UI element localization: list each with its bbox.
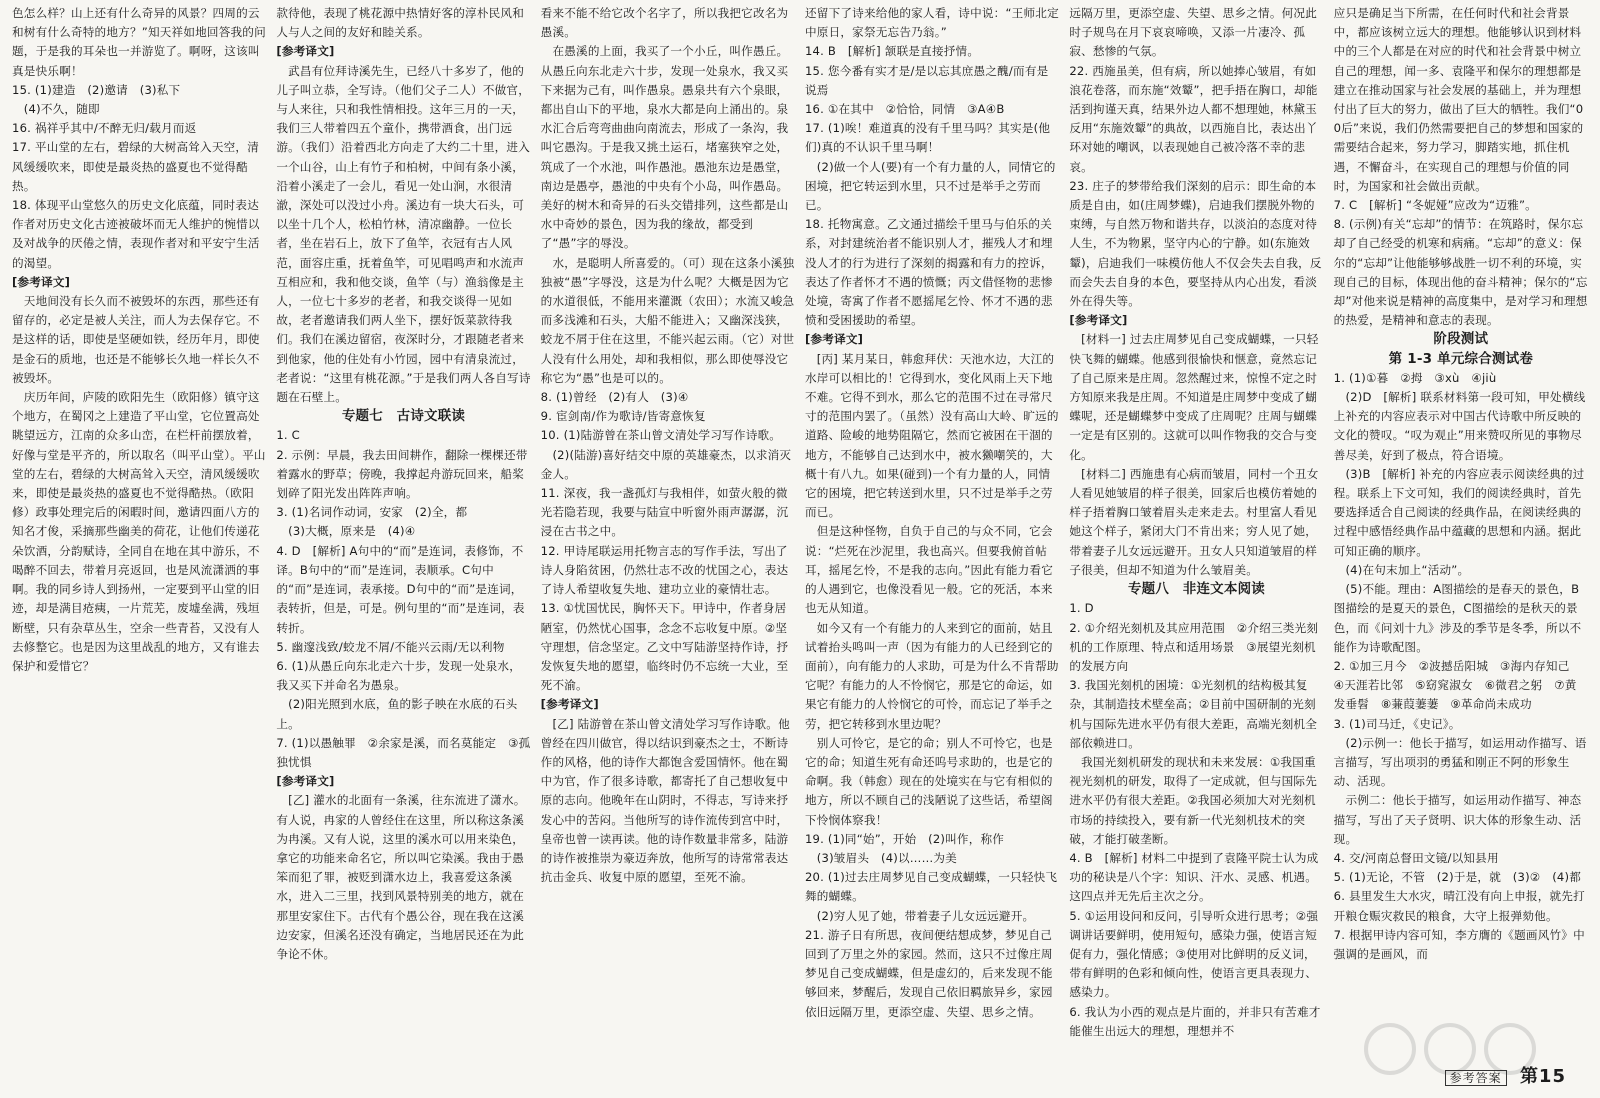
paragraph: 示例二：他长于描写，如运用动作描写、神态描写，写出了天子贤明、识大体的形象生动、活现。: [1333, 793, 1582, 846]
paragraph: 1. (1)①暮 ②拇 ③xù ④jiù: [1333, 370, 1497, 385]
column-6: [1334, 4, 1588, 1041]
paragraph: 还留下了诗来给他的家人看，诗中说：“王师北定中原日，家祭无忘告乃翁。”: [804, 6, 1059, 40]
paragraph: 9. 宦剑南/作为歌诗/皆寄意恢复: [540, 409, 706, 424]
paragraph: 但是这种怪物，自负于自己的与众不同，它会说：“烂死在沙泥里，我也高兴。但要我俯首帖耳，摇尾乞怜，不是我的志向。”因此有能力看它的人遇到它，也像没看见一般。它的死活，本来也无从知道。: [804, 524, 1054, 616]
footer-label: 参考答案: [1445, 1070, 1507, 1086]
paragraph: 11. 深夜，我一盏孤灯与我相伴，如萤火般的微光若隐若现，我要与陆宣中听窗外雨声潺潺，沉浸在古书之中。: [540, 486, 789, 539]
paragraph: 在愚溪的上面，我买了一个小丘，叫作愚丘。从愚丘向东北走六十步，发现一处泉水，我又买下来据为己有，叫作愚泉。愚泉共有六个泉眼，都出自山下的平地，泉水大都是向上涌出的。泉水汇合后弯弯曲曲向南流去，形成了一条沟，我叫它愚沟。于是我又挑土运石，堵塞狭窄之处，筑成了一个水池，叫作愚池。愚池东边是愚堂，南边是愚亭，愚池的中央有个小岛，叫作愚岛。美好的树木和奇异的石头交错排列，这些都是山水中奇妙的景色，因为我的缘故，都受到了“愚”字的辱没。: [540, 44, 789, 251]
paragraph: 10. (1)陆游曾在茶山曾文清处学习写作诗歌。: [540, 428, 782, 443]
paragraph: 17. (1)唉！难道真的没有千里马吗？其实是(他们)真的不认识千里马啊！: [804, 121, 1051, 155]
paragraph: 7. (1)以愚触罪 ②余家是溪，而名莫能定 ③孤独忧惧: [276, 735, 531, 769]
paragraph: (3)B [解析] 补充的内容应表示阅读经典的过程。联系上下文可知，我们的阅读经典时，首先要选择适合自己阅读的经典作品，在阅读经典的过程中感悟经典作品中蕴藏的思想和内涵。据此可知正确的顺序。: [1333, 466, 1585, 558]
column-1: [12, 4, 266, 1041]
paragraph: [参考译文]: [276, 774, 335, 789]
paragraph: 6. 我认为小西的观点是片面的，并非只有苦难才能催生出远大的理想，理想并不: [1069, 1004, 1321, 1038]
paragraph: 庆历年间，庐陵的欧阳先生（欧阳修）镇守这个地方，在蜀冈之上建造了平山堂，它位置高处眺望远方，江南的众多山峦，在栏杆前摆放着，好像与堂是平齐的，所以取名（叫平山堂）。平山堂的左右，碧绿的大树高耸入天空，清风缓缓吹来，即使是最炎热的盛夏也不觉得酷热。（欧阳修）政事处理完后的闲暇时间，邀请四面八方的知名才俊，采摘那些幽美的荷花，让他们传递花朵饮酒，分韵赋诗，全同自在地在其中游乐，不喝醉不回去，带着月亮返回，也是风流潇洒的事啊。我的同乡诗人到扬州，一定要到平山堂的旧迹，却是满目疮痍，一片荒芜，废墟垒满，残垣断壁，只有杂草丛生，空余一些青苔，又没有人去修整它。也是因为这里战乱的地方，又有谁去保护和爱惜它？: [12, 390, 266, 673]
paragraph: 3. 我国光刻机的困境：①光刻机的结构极其复杂，其制造技术壁垒高；②目前中国研制的光刻机与国际先进水平仍有很大差距，高端光刻机全部依赖进口。: [1069, 678, 1317, 750]
paragraph: 20. (1)过去庄周梦见自己变成蝴蝶，一只轻快飞舞的蝴蝶。: [804, 870, 1058, 904]
paragraph: 看来不能不给它改个名字了，所以我把它改名为愚溪。: [540, 6, 789, 40]
column-3: [541, 4, 795, 1041]
paragraph: 5. 幽邃浅致/蛟龙不屑/不能兴云雨/无以利物: [276, 639, 505, 654]
paragraph: (5)不能。理由：A图描绘的是春天的景色，B图描绘的是夏天的景色，C图描绘的是秋天的景色，而《问刘十九》涉及的季节是冬季，所以不能作为诗歌配图。: [1333, 582, 1582, 654]
paragraph: 天地间没有长久而不被毁坏的东西，那些还有留存的，必定是被人关注，而人为去保存它。不是这样的话，即使是坚硬如铁，经历年月，即使是金石的质地，也还是不能够长久地一样长久不被毁坏。: [12, 294, 260, 385]
paragraph: 22. 西施虽美，但有病，所以她捧心皱眉，有如浪花卷落，而东施“效颦”，把手捂在胸口，却能活到拘谨天真，结果外边人都不想理她，林黛玉反用“东施效颦”的典故，以西施自比，表达出丫环对她的嘲讽，以表现她自己被冷落不幸的悲哀。: [1069, 63, 1318, 174]
paragraph: 23. 庄子的梦带给我们深刻的启示：即生命的本质是自由，如(庄周梦蝶)，启迪我们摆脱外物的束缚，与自然万物和谐共存，以淡泊的态度对待人生，不为物累，坚守内心的宁静。如(东施效颦)，启迪我们一味模仿他人不仅会失去自我，反而会失去自身的本色，要坚持从内心出发，看淡外在得失等。: [1069, 178, 1322, 309]
paragraph: 1. D: [1069, 601, 1094, 616]
paragraph: 15. 您今番有实才是/是以忘其庶愚之醜/而有是说焉: [804, 63, 1049, 97]
paragraph: 远隔万里，更添空虚、失望、思乡之情。何况此时子规鸟在月下哀哀啼唤，又添一片凄冷、孤寂、愁惨的气氛。: [1069, 6, 1317, 59]
paragraph: 2. ①介绍光刻机及其应用范围 ②介绍三类光刻机的工作原理、特点和适用场景 ③展望光刻机的发展方向: [1069, 620, 1319, 673]
paragraph: 2. ①加三月今 ②波撼岳阳城 ③海内存知己 ④天涯若比邻 ⑤窈窕淑女 ⑥微君之躬 ⑦黄发垂髫 ⑧蒹葭萋萋 ⑨革命尚未成功: [1333, 658, 1582, 712]
paragraph: 色怎么样？山上还有什么奇异的风景？四周的云和树有什么奇特的地方？”知天祥如地回答我的问题，于是我的耳朵也一并游览了。啊呀，这该叫真是快乐啊！: [12, 6, 266, 78]
paragraph: 13. ①忧国忧民，胸怀天下。甲诗中，作者身居陋室，仍然忧心国事，念念不忘收复中原。②坚守理想，信念坚定。乙文中写陆游坚持作诗，抒发恢复失地的愿望，临终时仍不忘统一大业，至死不渝。: [540, 601, 789, 693]
paragraph: (3)大概，原来是 (4)④: [276, 524, 416, 539]
paragraph: 21. 游子日有所思，夜间便结想成梦，梦见自己回到了万里之外的家园。然而，这只不过像庄周梦见自己变成蝴蝶，但是虚幻的，后来发现不能够回来，梦醒后，发现自己依旧羁旅异乡，家园依旧远隔万里，更添空虚、失望、思乡之情。: [804, 927, 1053, 1019]
paragraph: 5. (1)无论，不管 (2)于是，就 (3)② (4)都: [1333, 870, 1582, 885]
paragraph: [参考译文]: [276, 44, 335, 59]
paragraph: 17. 平山堂的左右，碧绿的大树高耸入天空，清风缓缓吹来，即使是最炎热的盛夏也不觉得酷热。: [12, 140, 260, 193]
paragraph: [参考译文]: [1069, 313, 1128, 328]
paragraph: 19. (1)同“始”，开始 (2)叫作，称作: [804, 831, 1005, 846]
paragraph: [乙] 陆游曾在茶山曾文清处学习写作诗歌。他曾经在四川做官，得以结识到豪杰之士，不断诗作的风格，他的诗作大都饱含爱国情怀。他在蜀中为官，作了很多诗歌，都寄托了自己想收复中原的志向。他晚年在山阴时，不得志，写诗来抒发心中的苦闷。当他所写的诗作流传到宫中时，皇帝也曾一读再读。他的诗作数量非常多，陆游的诗作被推崇为豪迈奔放，他所写的诗常常表达抗击金兵、收复中原的愿望，至死不渝。: [540, 716, 790, 885]
paragraph: (2)D [解析] 联系材料第一段可知，甲处横线上补充的内容应表示对中国古代诗歌中所反映的文化的赞叹。“叹为观止”用来赞叹所见的事物尽善尽美，好到了极点，符合语境。: [1333, 390, 1586, 462]
paragraph: 3. (1)名词作动词，安家 (2)全，都: [276, 505, 468, 520]
paragraph: [材料二] 西施患有心病而皱眉，同村一个丑女人看见她皱眉的样子很美，回家后也模仿着她的样子捂着胸口皱着眉头走来走去。村里富人看见她这个样子，紧闭大门不肯出来；穷人见了她，带着妻子儿女远远避开。丑女人只知道皱眉的样子很美，但却不知道为什么皱眉美。: [1069, 466, 1319, 577]
paragraph: 8. (示例)有关“忘却”的情节：在筑路时，保尔忘却了自己经受的机寒和病痛。“忘却”的意义：保尔的“忘却”让他能够够战胜一切不利的环境，实现自己的目标，体现出他的奋斗精神；保尔的“忘却”对他来说是精神的高度集中，是对学习和理想的热爱，是精神和意志的表现。: [1333, 217, 1588, 328]
paragraph: 6. (1)从愚丘向东北走六十步，发现一处泉水，我又买下并命名为愚泉。: [276, 658, 521, 693]
paragraph: (2)穷人见了她，带着妻子儿女远远避开。: [804, 908, 1035, 923]
paragraph: (2)示例一：他长于描写，如运用动作描写、语言描写，写出项羽的勇猛和刚正不阿的形象生动、活现。: [1333, 735, 1587, 789]
paragraph: 4. B [解析] 材料二中提到了袁隆平院士认为成功的秘诀是八个字：知识、汗水、灵感、机遇。这四点并无先后主次之分。: [1069, 850, 1319, 904]
paragraph: 8. (1)曾经 (2)有人 (3)④: [540, 390, 689, 405]
paragraph: 水，是聪明人所喜爱的。（可）现在这条小溪独独被“愚”字辱没，这是为什么呢？大概是因为它的水道很低，不能用来灌溉（农田）；水流又峻急而多浅滩和石头，大船不能进入；又幽深浅狭，蛟龙不屑于住在这里，不能兴起云雨。（它）对世人没有什么用处，却和我相似，那么即使辱没它称它为“愚”也是可以的。: [540, 255, 795, 385]
paragraph: (2)(陆游)喜好结交中原的英雄豪杰，以求消灭金人。: [540, 447, 792, 481]
paragraph: (3)皱眉头 (4)以……为美: [804, 850, 957, 865]
paragraph: 别人可怜它，是它的命；别人不可怜它，也是它的命；知道生死有命还呜号求助的，也是它的命啊。我（韩愈）现在的处境实在与它有相似的地方，所以不顾自己的浅陋说了这些话，希望阁下怜悯体察我！: [804, 735, 1053, 827]
page-footer: [1445, 1062, 1566, 1088]
paragraph: 4. 交/河南总督田文镜/以知县用: [1333, 850, 1499, 865]
page-number: 第15: [1519, 1066, 1566, 1087]
paragraph: 5. ①运用设问和反问，引导听众进行思考；②强调讲话要鲜明，使用短句，感染力强，使语言短促有力，强化情感；③使用对比鲜明的反义词，带有鲜明的色彩和倾向性，使语言更具表现力、感染力。: [1069, 908, 1319, 1000]
paragraph: 16. 祸祥乎其中/不醉无归/载月而返: [12, 121, 197, 136]
paragraph: 14. B [解析] 颔联是直接抒情。: [804, 44, 980, 59]
paragraph: 6. 县里发生大水灾，晴江没有向上申报，就先打开粮仓赈灾救民的粮食，大守上报弹劾他。: [1333, 889, 1585, 923]
paragraph: 7. 根据甲诗内容可知，李方膺的《题画风竹》中强调的是画风，而: [1333, 927, 1585, 961]
paragraph: [丙] 某月某日，韩愈拜伏：天池水边，大江的水岸可以相比的！它得到水，变化风雨上天下地不难。它得不到水，那么它的范围不过在寻常尺寸的范围内罢了。（虽然）没有高山大岭、旷远的道路、险峻的地势阻隔它，然而它被困在干涸的地方，不能够自己达到水中，被水獭嘲笑的，大概十有八九。如果(碰到)一个有力量的人，同情它的困境，把它转送到水里，只不过是举手之劳而已。: [804, 351, 1059, 520]
paragraph: 款待他，表现了桃花源中热情好客的淳朴民风和人与人之间的友好和睦关系。: [276, 6, 524, 40]
paragraph: 1. C: [276, 428, 300, 443]
column-4: [805, 4, 1059, 1041]
paragraph: 7. C [解析] “冬妮娅”应改为“迈雅”。: [1333, 198, 1537, 213]
paragraph: 3. (1)司马迁，《史记》。: [1333, 716, 1461, 731]
paragraph: 18. 体现平山堂悠久的历史文化底蕴，同时表达作者对历史文化古迹被破坏而无人维护的惋惜以及对战争的厌倦之情，表现作者对和平安宁生活的渴望。: [12, 198, 260, 270]
paragraph: (4)在句末加上“活动”。: [1333, 562, 1470, 577]
paragraph: (2)做一个人(要)有一个有力量的人，同情它的困境，把它转运到水里，只不过是举手之劳而已。: [804, 159, 1056, 213]
paragraph: 应只是确足当下所需，在任何时代和社会背景中，都应该树立远大的理想。他能够认识到材料中的三个人都是在对应的时代和社会背景中树立自己的理想，闻一多、袁隆平和保尔的理想都是建立在推动国家与社会发展的基础上，并为理想付出了巨大的努力，做出了巨大的牺牲。我们“00后”来说，我们仍然需要把自己的梦想和国家的需要结合起来，努力学习，脚踏实地，抓住机遇，不懈奋斗，在实现自己的理想与价值的同时，为国家和社会做出贡献。: [1333, 6, 1584, 193]
paragraph: 2. 示例：早晨，我去田间耕作，翻除一棵棵还带着露水的野草；傍晚，我撑起舟游玩回来，船桨划碎了阳光发出阵阵声响。: [276, 447, 528, 501]
paragraph: 12. 甲诗尾联运用托物言志的写作手法，写出了诗人身陷贫困，仍然壮志不改的忧国之心，表达了诗人希望收复失地、建功立业的豪情壮志。: [540, 543, 789, 597]
paragraph: 16. ①在其中 ②恰恰，同情 ③A④B: [804, 102, 1005, 117]
paragraph: 第 1-3 单元综合测试卷: [1388, 350, 1534, 367]
paragraph: 15. (1)建造 (2)邀请 (3)私下: [12, 82, 181, 97]
paragraph: [参考译文]: [804, 332, 864, 347]
paragraph: 专题八 非连文本阅读: [1127, 581, 1265, 598]
paragraph: 专题七 古诗文联读: [341, 408, 466, 425]
paragraph: 18. 托物寓意。乙文通过描绘千里马与伯乐的关系，对封建统治者不能识别人才，摧残人才和埋没人才的行为进行了深刻的揭露和有力的控诉，表达了作者怀才不遇的愤慨；丙文借怪物的悲惨处境，寄寓了作者不愿摇尾乞怜、怀才不遇的悲愤和受困援助的希望。: [804, 217, 1053, 328]
column-5: [1069, 4, 1323, 1041]
paragraph: 4. D [解析] A句中的“而”是连词，表修饰，不译。B句中的“而”是连词，表顺承。C句中的“而”是连词，表承接。D句中的“而”是连词，表转折，但是，可是。例句里的“而”是连词，表转折。: [276, 543, 525, 635]
paragraph: [参考译文]: [12, 274, 71, 289]
column-2: [276, 4, 530, 1041]
paragraph: 武昌有位拜诗溪先生，已经八十多岁了，他的儿子叫立恭，全写诗。（他们父子二人）不做官，与人来往，只和我性情相投。这年三月的一天，我们三人带着四五个童仆，携带酒食，出门远游。（我们）沿着西北方向走了大约二十里，进入一个山谷，山上有竹子和柏树，中间有条小溪，沿着小溪走了一会儿，看见一处山涧，水很清澈，深处可以没过小舟。溪边有一块大石头，可以坐十几个人，松柏竹林，清凉幽静。一位长者，坐在岩石上，放下了鱼竿，衣冠有古人风范，面容庄重，抚着鱼竿，可见唱鸣声和水流声互相应和，我和他交谈，鱼竿（与）渔翁像是主人，一位七十多岁的老者，和我交谈得一见如故，老者邀请我们两人坐下，摆好饭菜款待我们。我们在溪边留宿，夜深时分，才跟随老者来到他家，他的住处有小竹园，园中有清泉流过，老者说：“这里有桃花源。”于是我们两人各自写诗题在石壁上。: [276, 63, 531, 405]
paragraph: 阶段测试: [1433, 331, 1489, 348]
paragraph: (2)阳光照到水底，鱼的影子映在水底的石头上。: [276, 697, 518, 731]
paragraph: [乙] 灌水的北面有一条溪，往东流进了潇水。有人说，冉家的人曾经住在这里，所以称这条溪为冉溪。又有人说，这里的溪水可以用来染色，拿它的功能来命名它，所以叫它染溪。我由于愚笨而犯了罪，被贬到潇水边上，我喜爱这条溪水，进入二三里，找到风景特别美的地方，就在那里安家住下。古代有个愚公谷，现在我在这溪边安家，但溪名还没有确定，当地居民还在为此争论不休。: [276, 793, 526, 961]
paragraph: [参考译文]: [540, 697, 599, 712]
paragraph: 我国光刻机研发的现状和未来发展：①我国重视光刻机的研发，取得了一定成就，但与国际先进水平仍有很大差距。②我国必须加大对光刻机市场的持续投入，要有新一代光刻机技术的突破，才能打破垄断。: [1069, 754, 1317, 846]
paragraph: [材料一] 过去庄周梦见自己变成蝴蝶，一只轻快飞舞的蝴蝶。他感到很愉快和惬意，竟然忘记了自己原来是庄周。忽然醒过来，惊惶不定之时方知原来我是庄周。不知道是庄周梦中变成了蝴蝶呢，还是蝴蝶梦中变成了庄周呢？庄周与蝴蝶一定是有区别的。这就可以叫作物我的交合与变化。: [1069, 332, 1319, 462]
paragraph: (4)不久，随即: [12, 102, 100, 117]
paragraph: 如今又有一个有能力的人来到它的面前，姑且试着抬头鸣叫一声（因为有能力的人已经到它的面前），向有能力的人求助，可是为什么不肯帮助它呢？有能力的人不怜悯它，那是它的命运，如果它有能力的人怜悯它的可怜，而忘记了举手之劳，把它转移到水里边呢？: [804, 620, 1059, 731]
